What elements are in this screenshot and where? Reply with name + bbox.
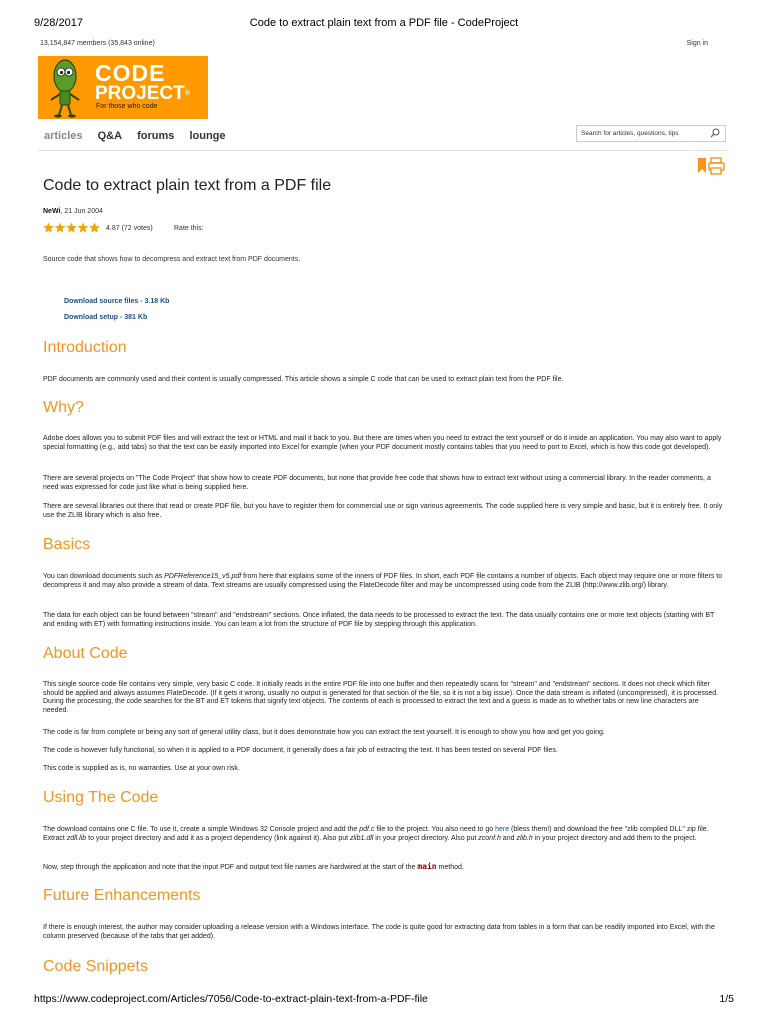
sign-in-link[interactable]: Sign in [686,40,708,47]
using-text-h: Now, step through the application and note that the input PDF and output text file names are hardwired at the start of the [43,864,418,871]
heading-future-enhancements: Future Enhancements [43,887,201,904]
print-date: 9/28/2017 [34,17,83,29]
file-zdll-lib: zdll.lib [66,834,87,842]
star-rating-icon[interactable] [43,222,101,234]
basics-paragraph-2: The data for each object can be found between "stream" and "endstream" sections. Once inflated, the data needs to be processed to extract the text. The data usually contains one or more text objects (starting with BT and ending with ET) with formatting instructions inside. You can learn a lot from the structure of PDF file by stepping through this application. [43,612,715,628]
why-paragraph-2: There are several projects on "The Code Project" that show how to create PDF documents, but none that provide free code that shows how to extract text without using a commercial library. In the reader comments, a need was expressed for code just like what is being supplied here. [43,475,711,491]
using-paragraph-1 [43,826,725,843]
heading-introduction: Introduction [43,339,127,356]
member-count: 13,154,847 members (35,843 online) [40,40,155,47]
article-summary: Source code that shows how to decompress and extract text from PDF documents. [43,256,301,263]
logo-project-text [95,84,190,103]
why-paragraph-3: There are several libraries out there that read or create PDF file, but you have to register them for commercial use or sign various agreements. The code supplied here is very simple and basic, but it is entirely free. It only use the ZLIB library which is also free. [43,503,723,519]
intro-paragraph: PDF documents are commonly used and their content is usually compressed. This article shows a simple C code that can be used to extract plain text from the PDF file. [43,376,564,383]
nav-lounge[interactable]: lounge [189,130,226,142]
print-footer [0,993,768,1007]
about-paragraph-4: This code is supplied as is, no warranties. Use at your own risk. [43,765,240,772]
rate-this-label: Rate this: [174,225,204,232]
heading-code-snippets: Code Snippets [43,958,148,975]
using-text-b: file to the project. You also need to go [374,826,496,833]
print-title: Code to extract plain text from a PDF file - CodeProject [249,17,519,29]
using-text-g: in your project directory and add them to the project. [532,834,697,842]
about-paragraph-2: The code is far from complete or being any sort of general utility class, but it does demonstrate how you can extract the text yourself. It is enough to show you how and get you going. [43,729,605,736]
future-paragraph: If there is enough interest, the author may consider uploading a release version with a Windows interface. The code is quite good for extracting data from tables in a form that can be readily imported into Excel, with the column preserved (because of the tabs that get added). [43,924,715,940]
logo-code-text: CODE [95,60,166,86]
about-paragraph-3: The code is however fully functional, so when it is applied to a PDF document, it generally does a fair job of extracting the text. It has been tested on several PDF files. [43,747,558,754]
bookmark-icon[interactable] [698,158,706,173]
print-page-number: 1/5 [719,993,734,1005]
article-title: Code to extract plain text from a PDF file [43,177,332,194]
file-zlib-h: zlib.h [516,834,533,842]
print-icon[interactable] [709,158,724,174]
basics-filename: PDFReference15_v5.pdf [164,573,242,580]
heading-basics: Basics [43,536,91,553]
using-text-c: (bless them!) and download the free "zlib compiled DLL" zip file. Extract [43,826,709,842]
main-nav [44,130,238,142]
nav-articles[interactable]: articles [44,130,83,142]
bob-mascot-icon [46,58,84,118]
using-text-f: and [500,834,517,842]
rating-votes: 4.87 (72 votes) [106,225,153,232]
search-icon[interactable] [710,128,720,138]
basics-text-b: from here that explains some of the inners of PDF files. In short, each PDF file contains a number of objects. Each object may require one or more filters to decompress it and may also provide a stream of data. Text streams are usually compressed using the FlateDecode filter and may be uncompressed using code from the ZLIB (http://www.zlib.org/) library. [43,573,723,589]
codeproject-logo[interactable] [38,56,208,119]
download-setup-link[interactable]: Download setup - 381 Kb [64,314,148,321]
why-paragraph-1: Adobe does allows you to submit PDF files and will extract the text or HTML and mail it back to you. But there are times when you need to extract the text yourself or do it inside an application. You may also want to apply special formatting (e.g., add tabs) so that the text can be easily imported into Excel for example (when your PDF document mostly contains tables that you need to port to Excel, which is how this code got developed). [43,435,722,451]
file-pdf-c: pdf.c [359,826,375,833]
print-url: https://www.codeproject.com/Articles/7056/Code-to-extract-plain-text-from-a-PDF-file [34,993,428,1005]
logo-trademark: ® [184,90,190,97]
basics-paragraph-1 [43,573,725,590]
download-source-link[interactable]: Download source files - 3.18 Kb [64,298,170,305]
logo-tagline: For those who code [96,103,158,110]
using-text-a: The download contains one C file. To use it, create a simple Windows 32 Console project and add the [43,826,360,833]
file-zlib1-dll: zlib1.dll [350,834,374,842]
heading-using-the-code: Using The Code [43,789,159,806]
search-input[interactable] [576,125,726,142]
nav-forums[interactable]: forums [137,130,175,142]
byline [43,208,103,215]
using-text-d: to your project directory and add it as a project dependency (link against it). Also put [86,834,350,842]
logo-project-word: PROJECT [95,83,185,104]
heading-why: Why? [43,399,84,416]
author-link[interactable]: NeWi [43,208,61,215]
article-tools [697,157,727,180]
using-text-i: method. [436,864,464,871]
using-text-e: in your project directory. Also put [373,834,479,842]
about-paragraph-1: This single source code file contains very simple, very basic C code. It initially reads in the entire PDF file into one buffer and then repeatedly scans for "stream" and "endstream" sections. It does not check which filter should be applied and always assumes FlateDecode. (If it gets it wrong, usually no output is generated for that section of the file, so it is not a big issue). Once the data stream is inflated (uncompressed), it is processed. During the processing, the code searches for the BT and ET tokens that signify text objects. The contents of each is processed to extract the text and a guess is made as to whether tabs or new line characters are needed. [43,681,719,714]
print-header [0,17,768,31]
file-zconf-h: zconf.h [478,834,501,842]
zlib-here-link[interactable]: here [495,826,510,833]
basics-text-a: You can download documents such as [43,573,165,580]
nav-qa[interactable]: Q&A [97,130,123,142]
main-method-code: main [417,862,437,871]
nav-divider [38,150,728,151]
using-paragraph-2 [43,863,725,873]
publish-date: , 21 Jun 2004 [60,208,103,215]
heading-about-code: About Code [43,645,128,662]
search-placeholder: Search for articles, questions, tips [581,130,679,137]
